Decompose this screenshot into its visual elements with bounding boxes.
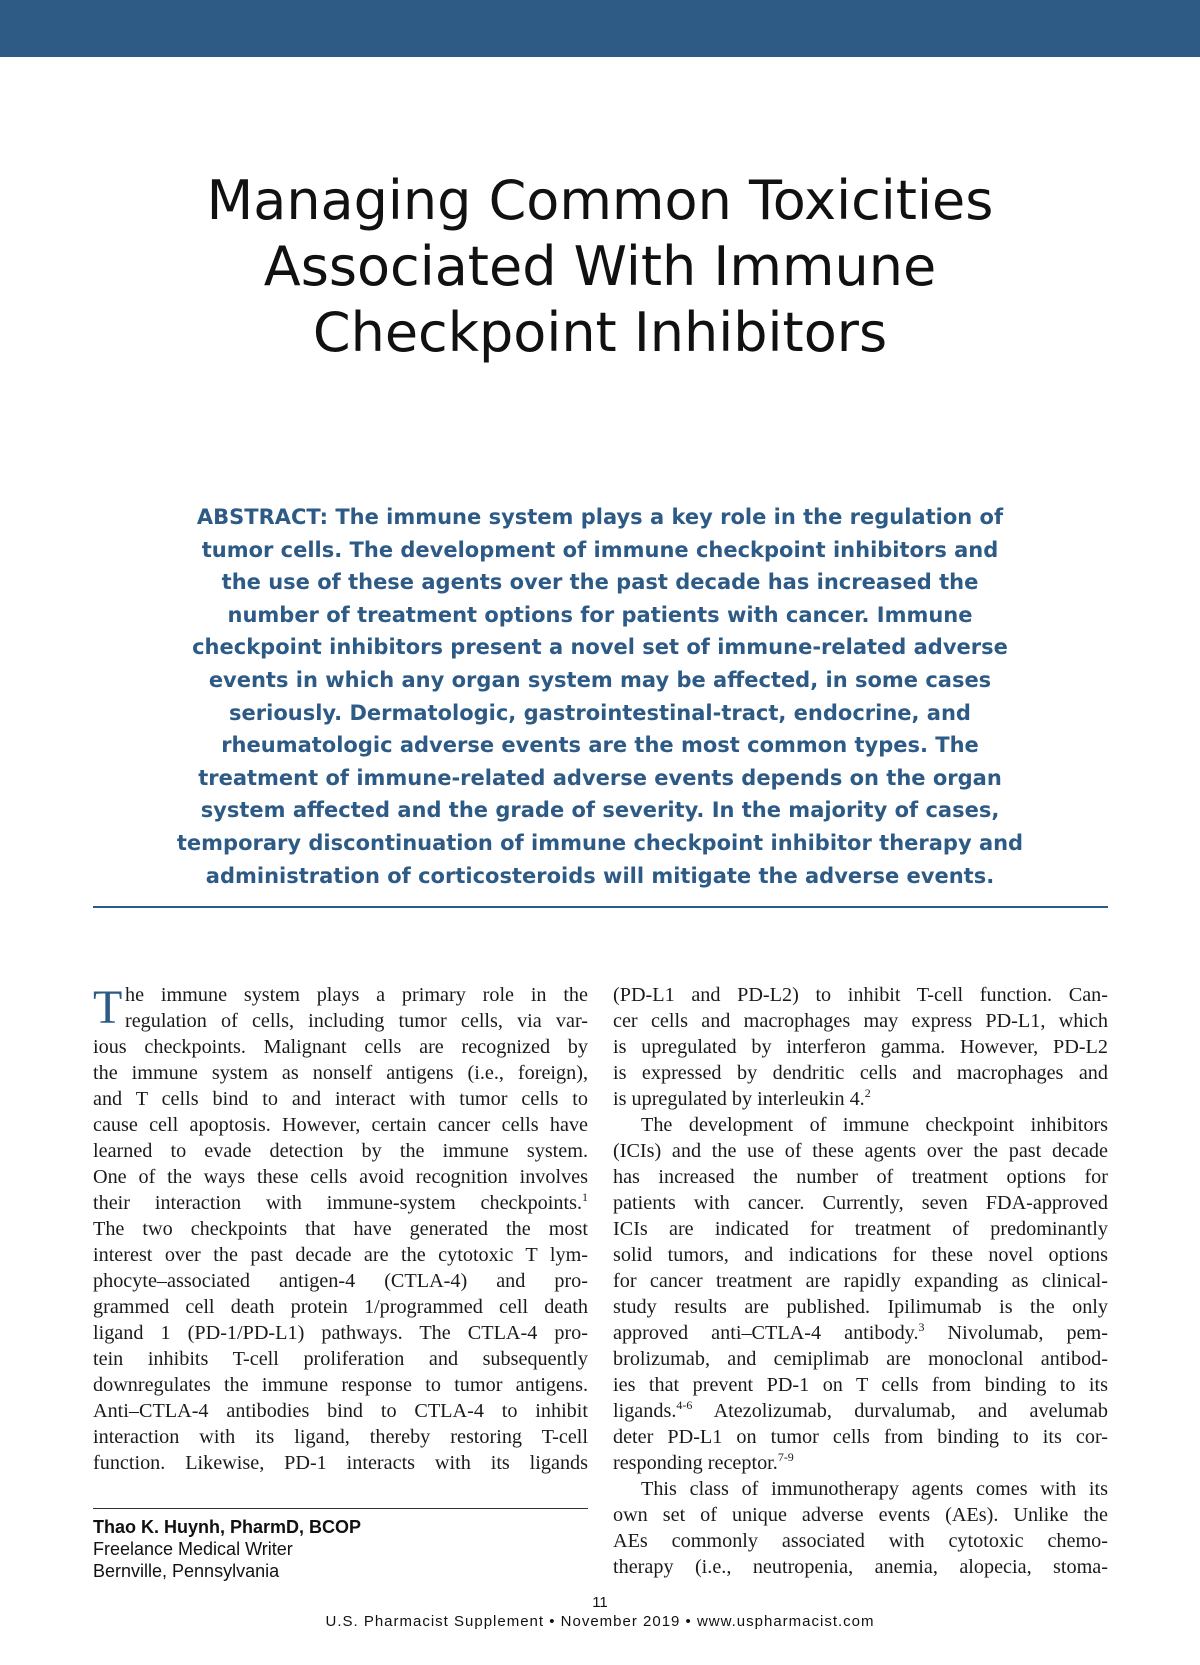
author-role: Freelance Medical Writer xyxy=(93,1539,293,1559)
text-line: deter PD-L1 on tumor cells from binding to its cor- xyxy=(613,1426,1108,1448)
text-fragment: ligands. xyxy=(613,1400,677,1422)
text-line: This class of immunotherapy agents comes with its xyxy=(641,1478,1108,1500)
abstract-line: administration of corticosteroids will mitigate the adverse events. xyxy=(205,863,995,888)
text-line xyxy=(613,1450,1108,1476)
abstract-line: treatment of immune-related adverse events depends on the organ xyxy=(198,765,1002,790)
citation: 2 xyxy=(864,1086,871,1100)
text-line: phocyte–associated antigen-4 (CTLA-4) and pro- xyxy=(93,1270,588,1292)
text-line: One of the ways these cells avoid recognition involves xyxy=(93,1166,588,1188)
text-line: tein inhibits T-cell proliferation and subsequently xyxy=(93,1348,588,1370)
text-line: the immune system as nonself antigens (i.e., foreign), xyxy=(93,1062,588,1084)
text-line: interaction with its ligand, thereby restoring T-cell xyxy=(93,1426,588,1448)
title-line: Checkpoint Inhibitors xyxy=(312,301,888,364)
body-column-right xyxy=(613,982,1108,1580)
text-line: has increased the number of treatment options for xyxy=(613,1166,1108,1188)
title-line: Managing Common Toxicities xyxy=(206,169,994,232)
text-line: ligand 1 (PD-1/PD-L1) pathways. The CTLA-4 pro- xyxy=(93,1322,588,1344)
text-line: (PD-L1 and PD-L2) to inhibit T-cell function. Can- xyxy=(613,984,1108,1006)
text-line: function. Likewise, PD-1 interacts with its ligands xyxy=(93,1452,588,1474)
author-location: Bernville, Pennsylvania xyxy=(93,1561,280,1581)
text-line: The two checkpoints that have generated the most xyxy=(93,1218,588,1240)
author-divider xyxy=(93,1508,588,1509)
abstract xyxy=(150,501,1050,892)
text-fragment: Atezolizumab, durvalumab, and avelumab xyxy=(692,1400,1108,1422)
text-line: is expressed by dendritic cells and macrophages and xyxy=(613,1062,1108,1084)
abstract-line: system affected and the grade of severity. In the majority of cases, xyxy=(200,798,1000,823)
text-line: brolizumab, and cemiplimab are monoclonal antibod- xyxy=(613,1348,1108,1370)
title-line: Associated With Immune xyxy=(263,235,937,298)
abstract-divider xyxy=(93,906,1108,908)
text-line: therapy (i.e., neutropenia, anemia, alopecia, stoma- xyxy=(613,1556,1108,1578)
text-line: ious checkpoints. Malignant cells are recognized by xyxy=(93,1036,588,1058)
text-line: (ICIs) and the use of these agents over the past decade xyxy=(613,1140,1108,1162)
text-line: learned to evade detection by the immune system. xyxy=(93,1140,588,1162)
article-title xyxy=(100,168,1100,366)
abstract-line: number of treatment options for patients with cancer. Immune xyxy=(227,602,973,627)
text-line xyxy=(613,1398,1108,1424)
abstract-line: events in which any organ system may be affected, in some cases xyxy=(208,667,992,692)
text-fragment: responding receptor. xyxy=(613,1452,778,1474)
abstract-line: rheumatologic adverse events are the most common types. The xyxy=(221,733,979,758)
citation: 4-6 xyxy=(676,1398,693,1412)
author-block xyxy=(93,1516,588,1582)
body-column-left xyxy=(93,982,588,1476)
text-fragment: Nivolumab, pem- xyxy=(924,1322,1108,1344)
footer-citation: U.S. Pharmacist Supplement • November 2019 • www.uspharmacist.com xyxy=(325,1613,875,1630)
citation: 3 xyxy=(918,1320,925,1334)
text-line: patients with cancer. Currently, seven FDA-approved xyxy=(613,1192,1108,1214)
drop-cap: T xyxy=(93,981,123,1034)
text-line: for cancer treatment are rapidly expanding as clinical- xyxy=(613,1270,1108,1292)
text-line: downregulates the immune response to tumor antigens. xyxy=(93,1374,588,1396)
text-fragment: approved anti–CTLA-4 antibody. xyxy=(613,1322,919,1344)
citation: 1 xyxy=(582,1190,588,1204)
text-line: AEs commonly associated with cytotoxic chemo- xyxy=(613,1530,1108,1552)
text-line xyxy=(613,1320,1108,1346)
text-line: regulation of cells, including tumor cells, via var- xyxy=(125,1010,588,1032)
text-fragment: is upregulated by interleukin 4. xyxy=(613,1088,865,1110)
text-line: own set of unique adverse events (AEs). Unlike the xyxy=(613,1504,1108,1526)
text-line: interest over the past decade are the cytotoxic T lym- xyxy=(93,1244,588,1266)
abstract-line: temporary discontinuation of immune checkpoint inhibitor therapy and xyxy=(176,830,1024,855)
text-line: cause cell apoptosis. However, certain cancer cells have xyxy=(93,1114,588,1136)
abstract-line: seriously. Dermatologic, gastrointestinal-tract, endocrine, and xyxy=(229,700,971,725)
text-line: is upregulated by interferon gamma. However, PD-L2 xyxy=(613,1036,1108,1058)
text-line: study results are published. Ipilimumab is the only xyxy=(613,1296,1108,1318)
abstract-line: ABSTRACT: The immune system plays a key role in the regulation of xyxy=(196,505,1004,529)
text-line xyxy=(93,1190,588,1216)
text-line: ICIs are indicated for treatment of predominantly xyxy=(613,1218,1108,1240)
header-bar xyxy=(0,0,1200,57)
text-line: ies that prevent PD-1 on T cells from binding to its xyxy=(613,1374,1108,1396)
text-fragment: their interaction with immune-system checkpoints. xyxy=(93,1192,582,1214)
abstract-line: checkpoint inhibitors present a novel set of immune-related adverse xyxy=(192,635,1008,660)
text-line xyxy=(613,1086,1108,1112)
text-line: he immune system plays a primary role in the xyxy=(125,984,588,1006)
text-line: cer cells and macrophages may express PD-L1, which xyxy=(613,1010,1108,1032)
text-line: The development of immune checkpoint inhibitors xyxy=(641,1114,1108,1136)
author-name: Thao K. Huynh, PharmD, BCOP xyxy=(93,1517,362,1537)
text-line: solid tumors, and indications for these novel options xyxy=(613,1244,1108,1266)
abstract-line: the use of these agents over the past decade has increased the xyxy=(221,570,979,595)
text-line: grammed cell death protein 1/programmed cell death xyxy=(93,1296,588,1318)
abstract-line: tumor cells. The development of immune checkpoint inhibitors and xyxy=(201,537,999,562)
citation: 7-9 xyxy=(777,1450,794,1464)
page-number: 11 xyxy=(592,1594,608,1611)
text-line: and T cells bind to and interact with tumor cells to xyxy=(93,1088,588,1110)
text-line: Anti–CTLA-4 antibodies bind to CTLA-4 to inhibit xyxy=(93,1400,588,1422)
